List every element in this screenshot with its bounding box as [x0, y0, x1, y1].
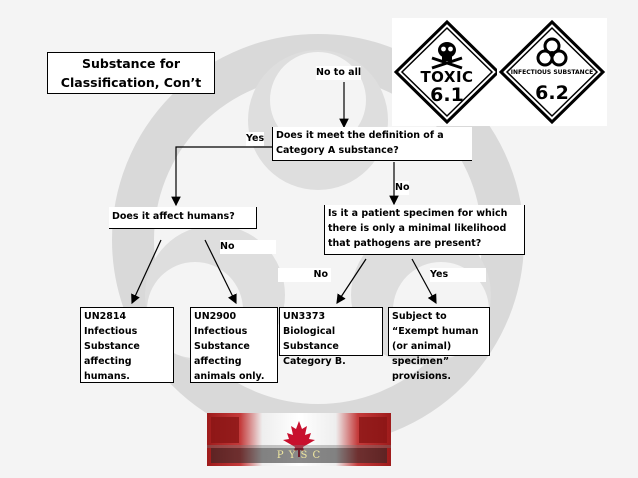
label-no-humans: No [220, 240, 276, 254]
label-yes-specimen: Yes [430, 268, 486, 282]
toxic-class: 6.1 [430, 84, 464, 106]
arrow-specimen-to-un3373 [337, 259, 366, 303]
infectious-class: 6.2 [535, 82, 569, 104]
infectious-word: INFECTIOUS SUBSTANCE [510, 69, 594, 76]
result-exempt: Subject to “Exempt human (or animal) specimen” provisions. [388, 307, 490, 356]
result-un3373: UN3373 Biological Substance Category B. [279, 307, 383, 356]
label-no-specimen: No [278, 268, 331, 282]
result-un2814: UN2814 Infectious Substance affecting humans. [80, 307, 174, 383]
toxic-word: TOXIC [420, 68, 474, 86]
question-affect-humans: Does it affect humans? [109, 207, 257, 229]
footer-banner [207, 413, 391, 466]
label-yes-category-a: Yes [246, 133, 265, 144]
label-no-category-a: No [395, 182, 410, 193]
question-patient-specimen: Is it a patient specimen for which there is only a minimal likelihood that pathogens are present? [324, 205, 525, 255]
result-un2900: UN2900 Infectious Substance affecting animals only. [190, 307, 278, 383]
question-category-a: Does it meet the definition of a Category A substance? [272, 127, 472, 161]
label-no-to-all: No to all [316, 67, 362, 78]
slide-title: Substance for Classification, Con’t [47, 52, 215, 94]
arrow-humans-to-un2814 [132, 240, 161, 303]
arrow-yes-to-humans [176, 147, 273, 205]
footer-banner-text: P Y S C [211, 448, 387, 463]
